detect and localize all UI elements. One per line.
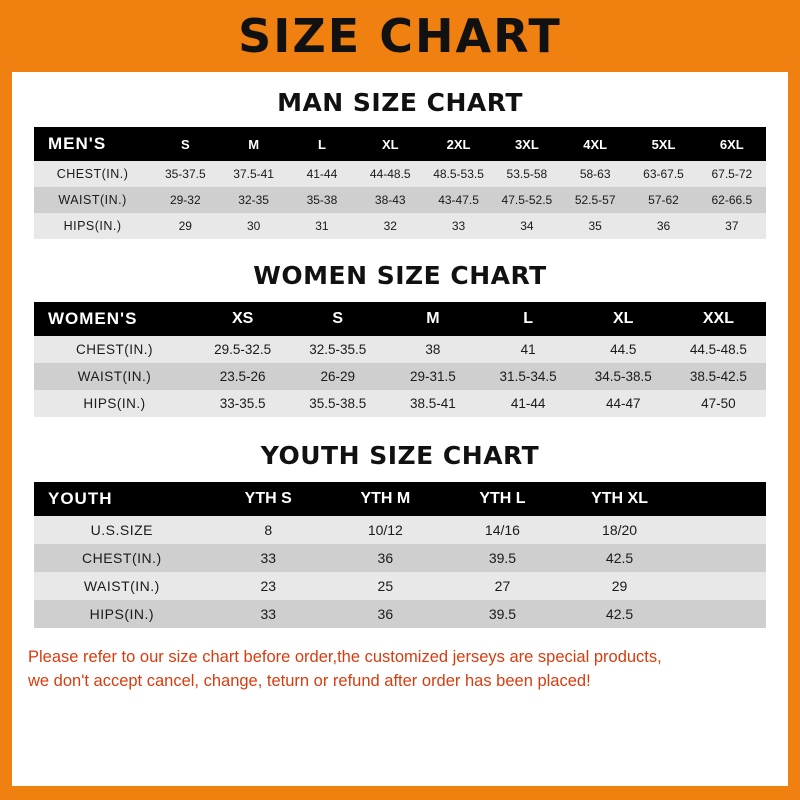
table-cell: 38.5-42.5: [689, 369, 747, 384]
table-cell: 36: [377, 550, 394, 566]
youth-header-cell: YTH S: [244, 490, 292, 507]
women-header-cell: S: [332, 310, 344, 327]
table-cell: 44.5-48.5: [689, 342, 747, 357]
table-cell: 37.5-41: [233, 167, 274, 181]
youth-header-row: [34, 482, 766, 516]
table-cell: [678, 544, 766, 572]
table-cell: 36: [377, 606, 394, 622]
table-row: [34, 600, 766, 628]
men-header-cell: XL: [381, 136, 399, 152]
table-cell: 48.5-53.5: [433, 167, 484, 181]
men-header-cell: 3XL: [514, 136, 539, 152]
table-cell: 29.5-32.5: [214, 342, 272, 357]
table-cell: 8: [264, 522, 273, 538]
table-cell: 62-66.5: [711, 193, 753, 207]
men-section-title: MAN SIZE CHART: [277, 88, 523, 117]
table-cell: 35-38: [306, 193, 338, 207]
women-size-table: [34, 302, 766, 417]
table-cell: 35-37.5: [164, 167, 206, 181]
table-cell: 32-35: [238, 193, 269, 207]
youth-header-cell: YTH M: [360, 490, 411, 507]
table-cell: 38-43: [374, 193, 406, 207]
table-cell: 36: [656, 219, 671, 233]
youth-header-cell: [678, 482, 766, 516]
page-title: SIZE CHART: [238, 9, 562, 63]
table-cell: 44.5: [610, 342, 637, 357]
women-size-section: [12, 261, 788, 417]
men-header-cell: M: [248, 136, 260, 152]
women-header-row: [34, 302, 766, 336]
table-cell: 32.5-35.5: [309, 342, 367, 357]
row-label: HIPS(IN.): [89, 606, 155, 622]
table-row: [34, 213, 766, 239]
row-label: CHEST(IN.): [56, 167, 129, 181]
table-row: [34, 390, 766, 417]
men-header-cell: 2XL: [446, 136, 471, 152]
table-cell: 37: [725, 219, 739, 233]
row-label: WAIST(IN.): [83, 578, 160, 594]
men-size-table: [34, 127, 766, 239]
table-cell: 25: [377, 578, 394, 594]
women-header-cell: XL: [613, 310, 634, 327]
table-cell: 39.5: [488, 606, 517, 622]
table-cell: 33: [260, 606, 277, 622]
table-row: [34, 516, 766, 544]
row-label: U.S.SIZE: [90, 522, 154, 538]
table-cell: 52.5-57: [574, 193, 616, 207]
table-cell: 29: [611, 578, 628, 594]
row-label: CHEST(IN.): [82, 550, 162, 566]
men-header-cell: 5XL: [651, 136, 676, 152]
table-cell: 58-63: [579, 167, 611, 181]
table-cell: 43-47.5: [438, 193, 479, 207]
table-cell: 35: [588, 219, 602, 233]
table-cell: 10/12: [367, 522, 403, 538]
table-cell: 18/20: [602, 522, 638, 538]
row-label: WAIST(IN.): [58, 193, 127, 207]
women-header-cell: XXL: [702, 310, 734, 327]
men-header-cell: 4XL: [583, 136, 608, 152]
table-cell: 47.5-52.5: [501, 193, 553, 207]
row-label: CHEST(IN.): [76, 342, 154, 357]
women-header-cell: M: [426, 310, 440, 327]
men-header-cell: L: [317, 136, 326, 152]
table-cell: [678, 572, 766, 600]
row-label: HIPS(IN.): [63, 219, 122, 233]
table-cell: 31: [315, 219, 329, 233]
table-row: [34, 336, 766, 363]
table-cell: 27: [494, 578, 511, 594]
table-cell: 31.5-34.5: [499, 369, 557, 384]
table-cell: 32: [383, 219, 397, 233]
footer-note: [28, 646, 772, 694]
table-cell: [678, 600, 766, 628]
men-header-cell: MEN'S: [48, 134, 107, 153]
men-size-section: [12, 88, 788, 239]
table-cell: 33-35.5: [219, 396, 266, 411]
table-row: [34, 161, 766, 187]
women-section-title: WOMEN SIZE CHART: [253, 261, 547, 290]
table-cell: 44-48.5: [369, 167, 411, 181]
table-cell: 26-29: [320, 369, 356, 384]
row-label: HIPS(IN.): [83, 396, 146, 411]
table-row: [34, 544, 766, 572]
table-cell: 47-50: [701, 396, 736, 411]
table-cell: 67.5-72: [711, 167, 753, 181]
table-cell: 41-44: [306, 167, 338, 181]
men-header-cell: 6XL: [719, 136, 744, 152]
table-cell: 34: [520, 219, 534, 233]
table-row: [34, 572, 766, 600]
table-cell: 29: [178, 219, 192, 233]
footer-accent-bar: [0, 786, 800, 800]
table-cell: 42.5: [605, 606, 634, 622]
table-cell: 38: [425, 342, 441, 357]
footer-note-line-2: we don't accept cancel, change, teturn or refund after order has been placed!: [28, 671, 591, 690]
men-header-row: [34, 127, 766, 161]
table-row: [34, 363, 766, 390]
table-cell: 29-32: [169, 193, 201, 207]
table-cell: 33: [451, 219, 466, 233]
men-header-cell: S: [180, 136, 190, 152]
table-cell: 41-44: [510, 396, 546, 411]
table-cell: 33: [260, 550, 277, 566]
table-cell: 14/16: [484, 522, 520, 538]
youth-size-table: [34, 482, 766, 628]
page-banner: [0, 0, 800, 72]
footer-note-line-1: Please refer to our size chart before order,the customized jerseys are special products,: [28, 648, 662, 666]
table-cell: 23: [260, 578, 277, 594]
table-cell: 35.5-38.5: [309, 396, 367, 411]
table-cell: 38.5-41: [410, 396, 456, 411]
youth-header-cell: YTH L: [479, 490, 526, 507]
table-cell: 30: [246, 219, 261, 233]
youth-header-cell: YOUTH: [48, 489, 113, 508]
youth-size-section: [12, 441, 788, 628]
table-cell: 41: [520, 342, 536, 357]
table-cell: 57-62: [648, 193, 679, 207]
table-cell: 23.5-26: [219, 369, 266, 384]
women-header-cell: L: [523, 310, 533, 327]
row-label: WAIST(IN.): [77, 369, 152, 384]
table-cell: 53.5-58: [506, 167, 548, 181]
youth-section-title: YOUTH SIZE CHART: [260, 441, 540, 470]
table-cell: 63-67.5: [643, 167, 684, 181]
women-header-cell: WOMEN'S: [48, 309, 138, 328]
table-cell: [678, 516, 766, 544]
table-cell: 39.5: [488, 550, 517, 566]
youth-header-cell: YTH XL: [591, 490, 648, 507]
table-cell: 34.5-38.5: [594, 369, 652, 384]
table-cell: 44-47: [605, 396, 641, 411]
table-row: [34, 187, 766, 213]
table-cell: 42.5: [605, 550, 634, 566]
table-cell: 29-31.5: [410, 369, 456, 384]
women-header-cell: XS: [231, 310, 254, 327]
